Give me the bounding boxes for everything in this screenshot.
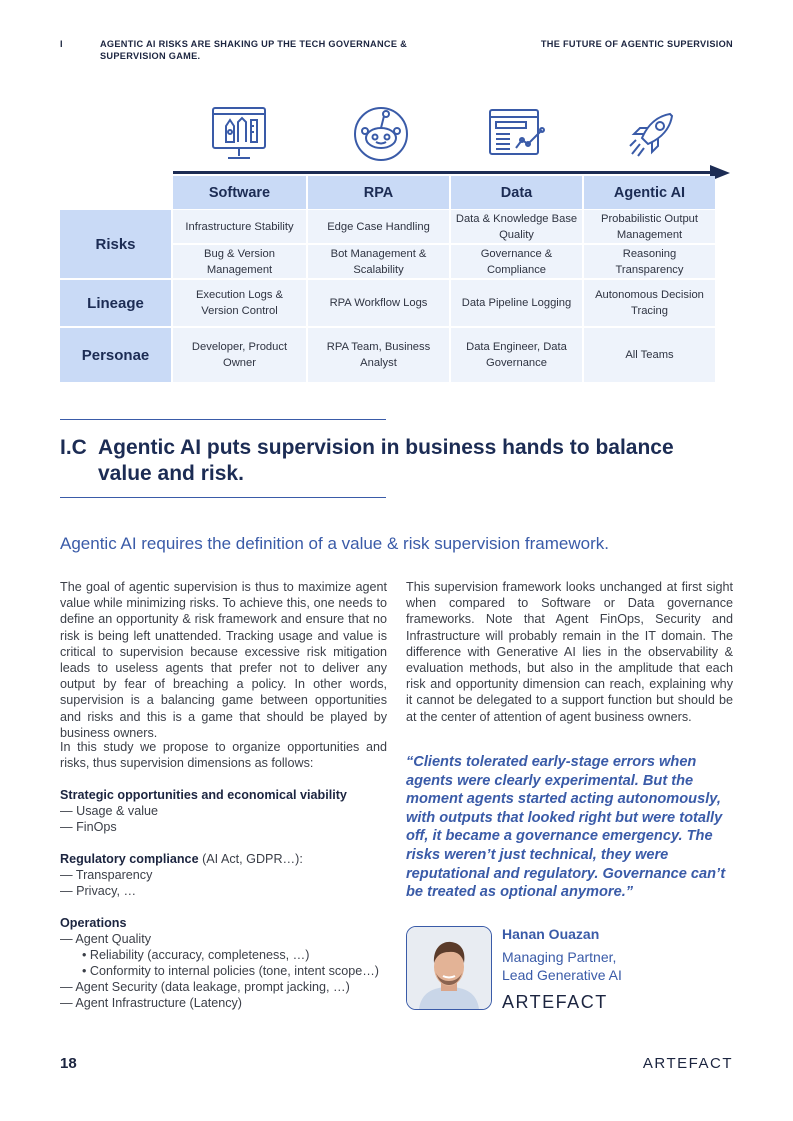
table-cell: Data & Knowledge Base Quality — [451, 210, 582, 243]
table-cell: Governance & Compliance — [451, 245, 582, 278]
table-cell: Developer, Product Owner — [173, 328, 306, 382]
table-cell: Bot Management & Scalability — [308, 245, 449, 278]
header-section-number: I — [60, 39, 63, 49]
group-regulatory-suffix: (AI Act, GDPR…): — [198, 852, 303, 866]
supervision-dimensions-list — [60, 787, 400, 1011]
table-cell: Probabilistic Output Management — [584, 210, 715, 243]
table-cell: RPA Team, Business Analyst — [308, 328, 449, 382]
row-header-personae: Personae — [60, 328, 171, 382]
table-cell: Data Pipeline Logging — [451, 280, 582, 326]
column-header-rpa: RPA — [308, 176, 449, 209]
list-item: — Privacy, … — [60, 884, 137, 898]
group-operations-title: Operations — [60, 916, 127, 930]
table-cell: RPA Workflow Logs — [308, 280, 449, 326]
author-name: Hanan Ouazan — [502, 926, 600, 942]
divider-bottom — [60, 497, 386, 498]
list-subitem: • Conformity to internal policies (tone, intent scope…) — [82, 964, 379, 978]
author-avatar — [406, 926, 492, 1010]
table-cell: Data Engineer, Data Governance — [451, 328, 582, 382]
group-regulatory-title: Regulatory compliance — [60, 852, 199, 866]
group-regulatory — [60, 851, 400, 867]
list-item: — Usage & value — [60, 804, 159, 818]
list-item: — Transparency — [60, 868, 153, 882]
data-dashboard-icon — [483, 103, 551, 165]
column-header-software: Software — [173, 176, 306, 209]
header-left-line2: SUPERVISION GAME. — [100, 51, 201, 61]
author-role-line1: Managing Partner, — [502, 949, 617, 965]
rocket-icon — [618, 103, 686, 165]
left-paragraph-1: The goal of agentic supervision is thus to maximize agent value while minimizing risks. To achieve this, one needs to define an opportunity & risk framework and ensure that no risk is being left unattended. Tracking usage and value is critical to supervision because excessive risk mitigation leads to useless agents that prefer not to deliver any output by fear of breaching a policy. In other words, supervision is a balancing game between opportunities and risks and this is a game that should be played by business owners. — [60, 580, 387, 740]
table-cell: Edge Case Handling — [308, 210, 449, 243]
table-cell: Reasoning Transparency — [584, 245, 715, 278]
pull-quote: “Clients tolerated early-stage errors when agents were clearly experimental. But the moment agents started acting autonomously, with outputs that looked right but were totally off, it became a governance emergency. The risks weren’t just technical, they were reputational and regulatory. Governance can’t be treated as optional anymore.” — [406, 754, 726, 901]
list-subitem: • Reliability (accuracy, completeness, …) — [82, 948, 310, 962]
group-strategic-title: Strategic opportunities and economical viability — [60, 788, 347, 802]
table-cell: Execution Logs & Version Control — [173, 280, 306, 326]
right-paragraph-1: This supervision framework looks unchanged at first sight when compared to Software or Data governance frameworks. Note that Agent FinOps, Security and Infrastructure will probably remain in the IT domain. The difference with Generative AI lies in the observability & evaluation methods, but also in the amplitude that each risk and opportunity dimension can reach, explaining why it cannot be delegated to a support function but should be at the center of attention of agent business owners. — [406, 580, 733, 724]
header-left-title — [100, 38, 407, 62]
software-monitor-icon — [205, 103, 273, 165]
left-paragraph-2: In this study we propose to organize opportunities and risks, thus supervision dimensions as follows: — [60, 740, 387, 771]
section-number: I.C — [60, 436, 87, 459]
header-right-title: THE FUTURE OF AGENTIC SUPERVISION — [540, 39, 733, 49]
row-header-risks: Risks — [60, 210, 171, 278]
section-title — [98, 435, 718, 487]
author-company-logo: ARTEFACT — [502, 992, 608, 1012]
table-cell: Autonomous Decision Tracing — [584, 280, 715, 326]
list-item: — Agent Security (data leakage, prompt jacking, …) — [60, 980, 350, 994]
timeline-arrow — [173, 171, 713, 174]
table-cell: Bug & Version Management — [173, 245, 306, 278]
row-header-lineage: Lineage — [60, 280, 171, 326]
column-header-agentic-ai: Agentic AI — [584, 176, 715, 209]
footer-brand-logo: ARTEFACT — [642, 1055, 733, 1072]
table-cell: Infrastructure Stability — [173, 210, 306, 243]
section-title-line1: Agentic AI puts supervision in business hands to balance — [98, 436, 674, 459]
list-item: — Agent Infrastructure (Latency) — [60, 996, 242, 1010]
subtitle: Agentic AI requires the definition of a value & risk supervision framework. — [60, 534, 609, 553]
list-item: — FinOps — [60, 820, 117, 834]
author-role-line2: Lead Generative AI — [502, 967, 622, 983]
author-role — [502, 948, 622, 984]
divider-top — [60, 419, 386, 420]
header-left-line1: AGENTIC AI RISKS ARE SHAKING UP THE TECH GOVERNANCE & — [100, 39, 408, 49]
section-title-line2: value and risk. — [98, 462, 244, 485]
list-item: — Agent Quality — [60, 932, 152, 946]
page-number: 18 — [60, 1055, 77, 1072]
column-header-data: Data — [451, 176, 582, 209]
table-cell: All Teams — [584, 328, 715, 382]
robot-face-icon — [347, 103, 415, 165]
